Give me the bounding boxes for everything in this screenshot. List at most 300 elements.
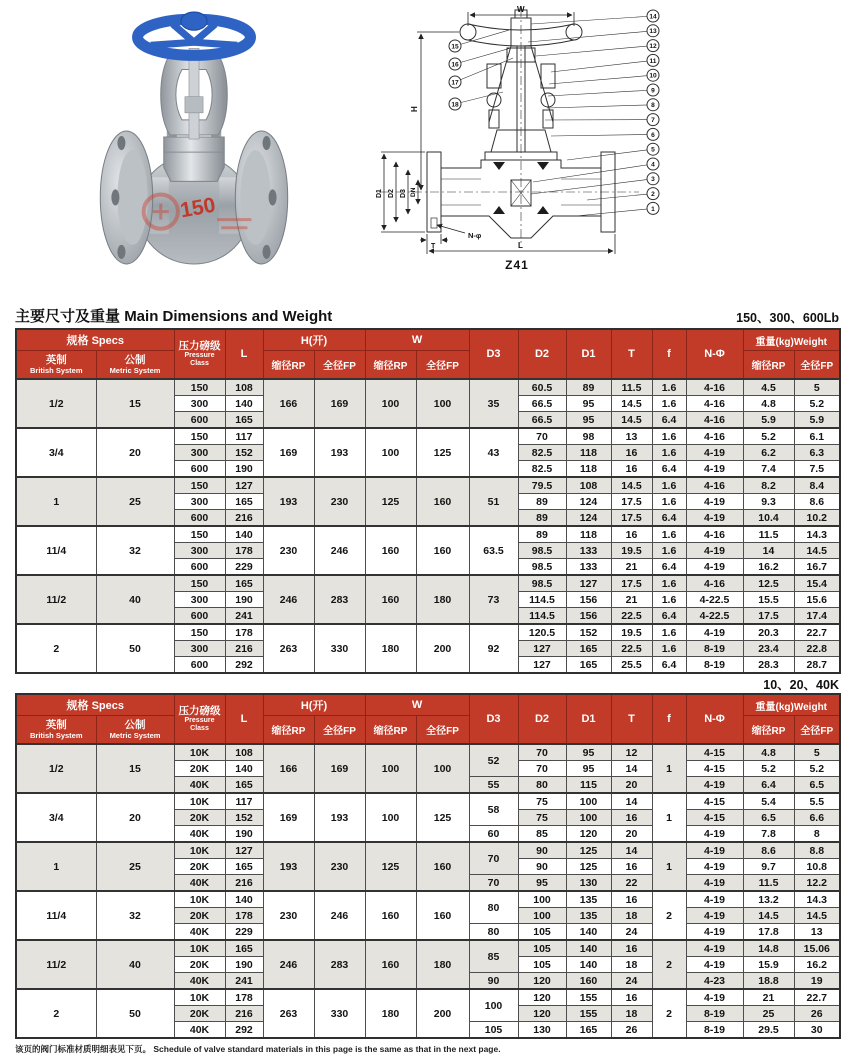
callout-number: 11 bbox=[650, 58, 657, 65]
weight-rp-cell: 15.9 bbox=[743, 957, 794, 973]
H-rp-cell: 169 bbox=[263, 428, 314, 477]
pressure-class-cell: 150 bbox=[174, 575, 225, 592]
spec-metric-cell: 25 bbox=[96, 842, 174, 891]
H-rp-cell: 193 bbox=[263, 477, 314, 526]
D1-cell: 156 bbox=[566, 592, 611, 608]
H-fp-cell: 246 bbox=[314, 891, 365, 940]
pressure-class-cell: 10K bbox=[174, 891, 225, 908]
callout-number: 6 bbox=[651, 132, 655, 139]
L-cell: 108 bbox=[225, 379, 263, 396]
T-cell: 16 bbox=[611, 940, 652, 957]
H-fp-cell: 230 bbox=[314, 842, 365, 891]
n-phi-cell: 8-19 bbox=[686, 1006, 743, 1022]
weight-fp-cell: 6.3 bbox=[794, 445, 840, 461]
n-phi-cell: 4-16 bbox=[686, 412, 743, 429]
callout-number: 8 bbox=[651, 102, 655, 109]
weight-rp-cell: 25 bbox=[743, 1006, 794, 1022]
weight-fp-cell: 8.4 bbox=[794, 477, 840, 494]
D2-cell: 66.5 bbox=[518, 396, 566, 412]
D2-cell: 114.5 bbox=[518, 608, 566, 625]
pressure-class-cell: 150 bbox=[174, 477, 225, 494]
weight-fp-cell: 14.5 bbox=[794, 908, 840, 924]
n-phi-cell: 4-16 bbox=[686, 477, 743, 494]
col-specs: 规格 Specs bbox=[16, 694, 174, 716]
dimension-lines bbox=[381, 12, 615, 254]
D1-cell: 118 bbox=[566, 526, 611, 543]
D1-cell: 127 bbox=[566, 575, 611, 592]
col-h-rp: 缩径RP bbox=[263, 351, 314, 380]
callout-number: 14 bbox=[649, 13, 657, 20]
n-phi-cell: 4-22.5 bbox=[686, 608, 743, 625]
D3-cell: 43 bbox=[469, 428, 518, 477]
weight-fp-cell: 12.2 bbox=[794, 875, 840, 892]
callout-number: 3 bbox=[651, 176, 655, 183]
weight-rp-cell: 14 bbox=[743, 543, 794, 559]
col-D2: D2 bbox=[518, 329, 566, 379]
D2-cell: 105 bbox=[518, 940, 566, 957]
spec-metric-cell: 40 bbox=[96, 940, 174, 989]
col-D3: D3 bbox=[469, 694, 518, 744]
D3-cell: 35 bbox=[469, 379, 518, 428]
W-rp-cell: 160 bbox=[365, 575, 416, 624]
weight-fp-cell: 15.4 bbox=[794, 575, 840, 592]
f-cell: 1.6 bbox=[652, 641, 686, 657]
weight-fp-cell: 22.8 bbox=[794, 641, 840, 657]
col-metric bbox=[96, 716, 174, 745]
col-D2: D2 bbox=[518, 694, 566, 744]
pressure-class-cell: 300 bbox=[174, 592, 225, 608]
T-cell: 11.5 bbox=[611, 379, 652, 396]
weight-fp-cell: 13 bbox=[794, 924, 840, 941]
callouts-right bbox=[528, 10, 659, 216]
D1-cell: 160 bbox=[566, 973, 611, 990]
col-f: f bbox=[652, 329, 686, 379]
H-fp-cell: 230 bbox=[314, 477, 365, 526]
pressure-header-zh: 压力磅级 bbox=[175, 705, 225, 717]
n-phi-cell: 4-16 bbox=[686, 396, 743, 412]
footer-note-en: Schedule of valve standard materials in this page is the same as that in the next page. bbox=[153, 1044, 500, 1054]
pressure-class-cell: 300 bbox=[174, 543, 225, 559]
weight-rp-cell: 4.5 bbox=[743, 379, 794, 396]
weight-rp-cell: 18.8 bbox=[743, 973, 794, 990]
weight-rp-cell: 11.5 bbox=[743, 875, 794, 892]
col-metric bbox=[96, 351, 174, 380]
f-cell: 1 bbox=[652, 744, 686, 793]
T-cell: 14.5 bbox=[611, 412, 652, 429]
col-H-open: H(开) bbox=[263, 329, 365, 351]
n-phi-cell: 4-19 bbox=[686, 777, 743, 794]
H-rp-cell: 169 bbox=[263, 793, 314, 842]
weight-rp-cell: 29.5 bbox=[743, 1022, 794, 1039]
T-cell: 26 bbox=[611, 1022, 652, 1039]
L-cell: 178 bbox=[225, 543, 263, 559]
n-phi-cell: 4-19 bbox=[686, 543, 743, 559]
weight-fp-cell: 28.7 bbox=[794, 657, 840, 674]
pressure-header-zh: 压力磅级 bbox=[175, 340, 225, 352]
pressure-class-cell: 20K bbox=[174, 859, 225, 875]
f-cell: 1.6 bbox=[652, 477, 686, 494]
D1-cell: 124 bbox=[566, 494, 611, 510]
weight-rp-cell: 8.2 bbox=[743, 477, 794, 494]
spec-metric-cell: 32 bbox=[96, 526, 174, 575]
callout-leader-line bbox=[567, 149, 653, 160]
pressure-class-cell: 40K bbox=[174, 924, 225, 941]
H-rp-cell: 166 bbox=[263, 744, 314, 793]
pressure-class-cell: 10K bbox=[174, 842, 225, 859]
f-cell: 6.4 bbox=[652, 608, 686, 625]
british-header-en: British System bbox=[17, 731, 96, 740]
D3-cell: 90 bbox=[469, 973, 518, 990]
f-cell: 6.4 bbox=[652, 461, 686, 478]
T-cell: 22.5 bbox=[611, 608, 652, 625]
D2-cell: 120 bbox=[518, 989, 566, 1006]
weight-rp-cell: 6.2 bbox=[743, 445, 794, 461]
W-fp-cell: 100 bbox=[416, 379, 469, 428]
weight-rp-cell: 12.5 bbox=[743, 575, 794, 592]
spec-british-cell: 11/2 bbox=[16, 575, 96, 624]
col-W: W bbox=[365, 329, 469, 351]
weight-rp-cell: 14.5 bbox=[743, 908, 794, 924]
f-cell: 1.6 bbox=[652, 379, 686, 396]
pressure-header-en: Pressure Class bbox=[175, 717, 225, 733]
pressure-class-cell: 10K bbox=[174, 744, 225, 761]
D2-cell: 127 bbox=[518, 641, 566, 657]
f-cell: 6.4 bbox=[652, 510, 686, 527]
f-cell: 1.6 bbox=[652, 575, 686, 592]
section-title bbox=[15, 305, 332, 326]
L-cell: 165 bbox=[225, 412, 263, 429]
D1-cell: 156 bbox=[566, 608, 611, 625]
f-cell: 6.4 bbox=[652, 657, 686, 674]
L-cell: 108 bbox=[225, 744, 263, 761]
n-phi-cell: 4-19 bbox=[686, 891, 743, 908]
L-cell: 152 bbox=[225, 445, 263, 461]
W-rp-cell: 100 bbox=[365, 379, 416, 428]
dimensions-table-lb bbox=[15, 328, 841, 674]
L-cell: 140 bbox=[225, 396, 263, 412]
weight-rp-cell: 23.4 bbox=[743, 641, 794, 657]
D2-cell: 75 bbox=[518, 793, 566, 810]
D2-cell: 114.5 bbox=[518, 592, 566, 608]
W-rp-cell: 160 bbox=[365, 940, 416, 989]
D2-cell: 85 bbox=[518, 826, 566, 843]
pressure-class-cell: 40K bbox=[174, 826, 225, 843]
W-fp-cell: 125 bbox=[416, 793, 469, 842]
D3-cell: 80 bbox=[469, 924, 518, 941]
spec-british-cell: 11/2 bbox=[16, 940, 96, 989]
D3-cell: 52 bbox=[469, 744, 518, 777]
T-cell: 16 bbox=[611, 445, 652, 461]
W-fp-cell: 160 bbox=[416, 891, 469, 940]
spec-british-cell: 1/2 bbox=[16, 379, 96, 428]
T-cell: 20 bbox=[611, 826, 652, 843]
n-phi-cell: 4-19 bbox=[686, 924, 743, 941]
section-title-en: Main Dimensions and Weight bbox=[124, 308, 332, 325]
D3-cell: 70 bbox=[469, 842, 518, 875]
spec-metric-cell: 15 bbox=[96, 744, 174, 793]
L-cell: 165 bbox=[225, 494, 263, 510]
D1-cell: 165 bbox=[566, 1022, 611, 1039]
callout-leader-line bbox=[455, 48, 511, 64]
callout-number: 12 bbox=[649, 43, 657, 50]
H-rp-cell: 230 bbox=[263, 891, 314, 940]
L-cell: 127 bbox=[225, 477, 263, 494]
pressure-class-cell: 600 bbox=[174, 657, 225, 674]
D2-cell: 100 bbox=[518, 891, 566, 908]
weight-rp-cell: 9.3 bbox=[743, 494, 794, 510]
L-cell: 216 bbox=[225, 1006, 263, 1022]
col-weight-rp: 缩径RP bbox=[743, 351, 794, 380]
L-cell: 292 bbox=[225, 1022, 263, 1039]
H-rp-cell: 246 bbox=[263, 940, 314, 989]
col-british bbox=[16, 351, 96, 380]
n-phi-cell: 4-19 bbox=[686, 510, 743, 527]
callout-number: 18 bbox=[451, 101, 459, 108]
callout-number: 1 bbox=[651, 206, 655, 213]
D1-cell: 165 bbox=[566, 641, 611, 657]
L-cell: 292 bbox=[225, 657, 263, 674]
L-cell: 190 bbox=[225, 592, 263, 608]
f-cell: 1.6 bbox=[652, 428, 686, 445]
pressure-class-cell: 40K bbox=[174, 973, 225, 990]
T-cell: 16 bbox=[611, 891, 652, 908]
D2-cell: 98.5 bbox=[518, 559, 566, 576]
D3-cell: 80 bbox=[469, 891, 518, 924]
T-cell: 19.5 bbox=[611, 624, 652, 641]
n-phi-cell: 4-16 bbox=[686, 379, 743, 396]
weight-rp-cell: 7.8 bbox=[743, 826, 794, 843]
D1-cell: 135 bbox=[566, 908, 611, 924]
D1-cell: 133 bbox=[566, 543, 611, 559]
dim-label-T: T bbox=[431, 243, 436, 250]
D2-cell: 120 bbox=[518, 973, 566, 990]
n-phi-cell: 4-23 bbox=[686, 973, 743, 990]
pressure-class-cell: 10K bbox=[174, 989, 225, 1006]
photo-left-flange bbox=[100, 131, 152, 264]
weight-fp-cell: 15.06 bbox=[794, 940, 840, 957]
col-D3: D3 bbox=[469, 329, 518, 379]
dim-label-D1: D1 bbox=[376, 189, 383, 198]
W-fp-cell: 160 bbox=[416, 526, 469, 575]
W-rp-cell: 125 bbox=[365, 477, 416, 526]
W-fp-cell: 160 bbox=[416, 477, 469, 526]
D1-cell: 100 bbox=[566, 793, 611, 810]
D2-cell: 127 bbox=[518, 657, 566, 674]
L-cell: 190 bbox=[225, 461, 263, 478]
weight-rp-cell: 6.4 bbox=[743, 777, 794, 794]
T-cell: 16 bbox=[611, 461, 652, 478]
f-cell: 2 bbox=[652, 940, 686, 989]
spec-british-cell: 3/4 bbox=[16, 793, 96, 842]
D2-cell: 70 bbox=[518, 428, 566, 445]
f-cell: 1.6 bbox=[652, 543, 686, 559]
col-T: T bbox=[611, 329, 652, 379]
n-phi-cell: 8-19 bbox=[686, 657, 743, 674]
T-cell: 25.5 bbox=[611, 657, 652, 674]
W-rp-cell: 180 bbox=[365, 624, 416, 673]
W-rp-cell: 160 bbox=[365, 526, 416, 575]
spec-metric-cell: 50 bbox=[96, 989, 174, 1038]
W-rp-cell: 180 bbox=[365, 989, 416, 1038]
f-cell: 1.6 bbox=[652, 624, 686, 641]
L-cell: 178 bbox=[225, 989, 263, 1006]
W-fp-cell: 180 bbox=[416, 575, 469, 624]
T-cell: 13 bbox=[611, 428, 652, 445]
col-british bbox=[16, 716, 96, 745]
photo-stem bbox=[189, 48, 199, 139]
f-cell: 1 bbox=[652, 793, 686, 842]
H-fp-cell: 193 bbox=[314, 428, 365, 477]
weight-fp-cell: 5.2 bbox=[794, 396, 840, 412]
pressure-class-cell: 40K bbox=[174, 1022, 225, 1039]
D2-cell: 75 bbox=[518, 810, 566, 826]
n-phi-cell: 4-15 bbox=[686, 810, 743, 826]
weight-fp-cell: 17.4 bbox=[794, 608, 840, 625]
L-cell: 241 bbox=[225, 973, 263, 990]
weight-fp-cell: 14.5 bbox=[794, 543, 840, 559]
weight-rp-cell: 5.9 bbox=[743, 412, 794, 429]
D2-cell: 105 bbox=[518, 957, 566, 973]
spec-british-cell: 1 bbox=[16, 842, 96, 891]
L-cell: 152 bbox=[225, 810, 263, 826]
pressure-class-cell: 40K bbox=[174, 875, 225, 892]
D3-cell: 70 bbox=[469, 875, 518, 892]
weight-fp-cell: 26 bbox=[794, 1006, 840, 1022]
weight-rp-cell: 9.7 bbox=[743, 859, 794, 875]
col-weight: 重量(kg)Weight bbox=[743, 694, 840, 716]
pressure-class-cell: 300 bbox=[174, 445, 225, 461]
weight-rp-cell: 15.5 bbox=[743, 592, 794, 608]
weight-rp-cell: 8.6 bbox=[743, 842, 794, 859]
T-cell: 14 bbox=[611, 761, 652, 777]
W-rp-cell: 160 bbox=[365, 891, 416, 940]
D1-cell: 95 bbox=[566, 412, 611, 429]
spec-british-cell: 1 bbox=[16, 477, 96, 526]
pressure-class-cell: 600 bbox=[174, 608, 225, 625]
spec-british-cell: 3/4 bbox=[16, 428, 96, 477]
D2-cell: 66.5 bbox=[518, 412, 566, 429]
H-rp-cell: 230 bbox=[263, 526, 314, 575]
col-weight-fp: 全径FP bbox=[794, 716, 840, 745]
weight-rp-cell: 5.2 bbox=[743, 428, 794, 445]
n-phi-cell: 4-19 bbox=[686, 842, 743, 859]
weight-fp-cell: 7.5 bbox=[794, 461, 840, 478]
valve-photo bbox=[87, 4, 301, 266]
T-cell: 16 bbox=[611, 526, 652, 543]
col-W: W bbox=[365, 694, 469, 716]
L-cell: 229 bbox=[225, 559, 263, 576]
D2-cell: 82.5 bbox=[518, 461, 566, 478]
D2-cell: 95 bbox=[518, 875, 566, 892]
n-phi-cell: 4-16 bbox=[686, 526, 743, 543]
L-cell: 117 bbox=[225, 793, 263, 810]
pressure-class-cell: 20K bbox=[174, 908, 225, 924]
n-phi-cell: 8-19 bbox=[686, 641, 743, 657]
weight-fp-cell: 19 bbox=[794, 973, 840, 990]
n-phi-cell: 4-19 bbox=[686, 445, 743, 461]
D2-cell: 89 bbox=[518, 494, 566, 510]
col-L: L bbox=[225, 329, 263, 379]
D2-cell: 82.5 bbox=[518, 445, 566, 461]
weight-fp-cell: 8.6 bbox=[794, 494, 840, 510]
callout-leader-line bbox=[531, 16, 653, 24]
L-cell: 165 bbox=[225, 777, 263, 794]
D1-cell: 95 bbox=[566, 744, 611, 761]
spec-british-cell: 11/4 bbox=[16, 891, 96, 940]
col-w-rp: 缩径RP bbox=[365, 351, 416, 380]
pressure-class-cell: 20K bbox=[174, 1006, 225, 1022]
weight-rp-cell: 17.8 bbox=[743, 924, 794, 941]
D1-cell: 95 bbox=[566, 761, 611, 777]
pressure-class-cell: 600 bbox=[174, 510, 225, 527]
D1-cell: 118 bbox=[566, 445, 611, 461]
n-phi-cell: 4-15 bbox=[686, 744, 743, 761]
callout-number: 15 bbox=[451, 43, 459, 50]
H-rp-cell: 166 bbox=[263, 379, 314, 428]
weight-fp-cell: 5 bbox=[794, 744, 840, 761]
callout-number: 5 bbox=[651, 147, 655, 154]
f-cell: 1.6 bbox=[652, 526, 686, 543]
pressure-class-cell: 300 bbox=[174, 396, 225, 412]
D3-cell: 85 bbox=[469, 940, 518, 973]
col-w-fp: 全径FP bbox=[416, 351, 469, 380]
col-T: T bbox=[611, 694, 652, 744]
W-fp-cell: 200 bbox=[416, 989, 469, 1038]
D1-cell: 118 bbox=[566, 461, 611, 478]
T-cell: 16 bbox=[611, 989, 652, 1006]
L-cell: 140 bbox=[225, 761, 263, 777]
D1-cell: 130 bbox=[566, 875, 611, 892]
weight-fp-cell: 6.1 bbox=[794, 428, 840, 445]
n-phi-cell: 4-19 bbox=[686, 826, 743, 843]
catalog-page bbox=[15, 0, 839, 1055]
weight-fp-cell: 16.2 bbox=[794, 957, 840, 973]
spec-metric-cell: 20 bbox=[96, 793, 174, 842]
weight-rp-cell: 6.5 bbox=[743, 810, 794, 826]
spec-british-cell: 1/2 bbox=[16, 744, 96, 793]
D3-cell: 55 bbox=[469, 777, 518, 794]
D1-cell: 133 bbox=[566, 559, 611, 576]
T-cell: 12 bbox=[611, 744, 652, 761]
W-fp-cell: 180 bbox=[416, 940, 469, 989]
pressure-class-cell: 40K bbox=[174, 777, 225, 794]
T-cell: 14 bbox=[611, 842, 652, 859]
weight-rp-cell: 4.8 bbox=[743, 396, 794, 412]
weight-rp-cell: 7.4 bbox=[743, 461, 794, 478]
weight-fp-cell: 5.2 bbox=[794, 761, 840, 777]
spec-british-cell: 2 bbox=[16, 989, 96, 1038]
valve-technical-drawing bbox=[367, 2, 667, 260]
pressure-header-en: Pressure Class bbox=[175, 352, 225, 368]
col-w-fp: 全径FP bbox=[416, 716, 469, 745]
D2-cell: 90 bbox=[518, 842, 566, 859]
top-section bbox=[15, 0, 839, 300]
H-fp-cell: 283 bbox=[314, 575, 365, 624]
T-cell: 17.5 bbox=[611, 575, 652, 592]
T-cell: 14.5 bbox=[611, 477, 652, 494]
weight-rp-cell: 14.8 bbox=[743, 940, 794, 957]
photo-stamp-150: 150 bbox=[178, 194, 217, 223]
n-phi-cell: 4-22.5 bbox=[686, 592, 743, 608]
footer-note bbox=[15, 1043, 839, 1055]
H-fp-cell: 169 bbox=[314, 744, 365, 793]
col-N-phi: N-Φ bbox=[686, 694, 743, 744]
col-h-fp: 全径FP bbox=[314, 716, 365, 745]
D1-cell: 108 bbox=[566, 477, 611, 494]
callout-number: 9 bbox=[651, 87, 655, 94]
D1-cell: 155 bbox=[566, 989, 611, 1006]
H-rp-cell: 263 bbox=[263, 624, 314, 673]
